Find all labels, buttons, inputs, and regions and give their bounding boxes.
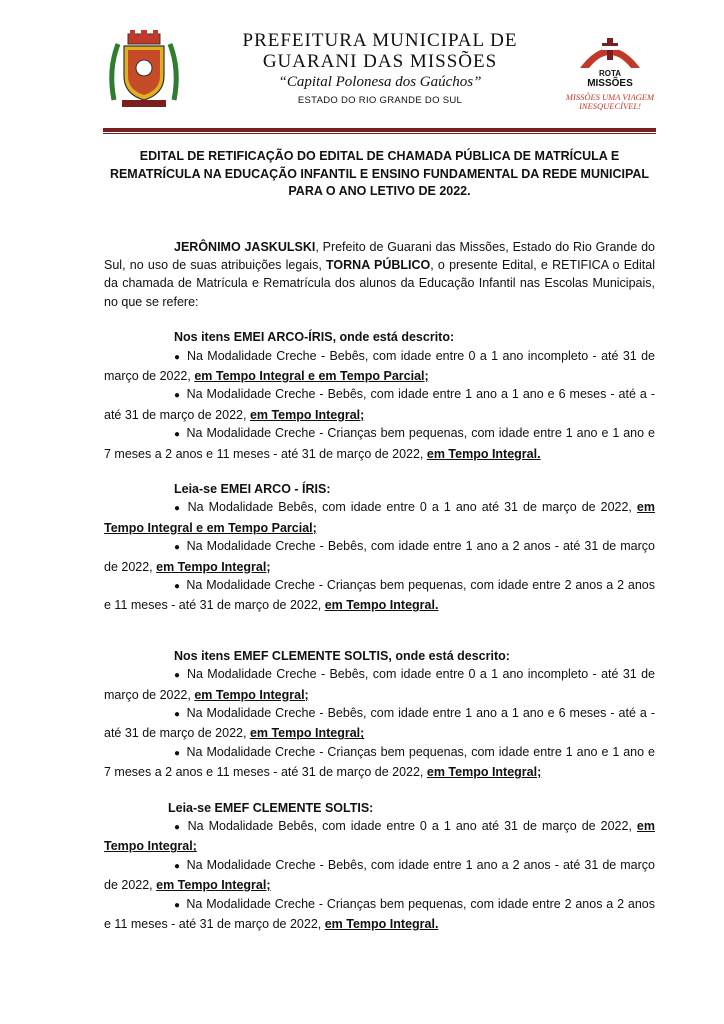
list-item-text: Na Modalidade Creche - Bebês, com idade entre 1 ano a 1 ano e 6 meses - até a - até 31 de março de 2022, (104, 706, 655, 741)
municipality-motto: “Capital Polonesa dos Gaúchos” (278, 74, 482, 90)
bullet-icon: ● (174, 542, 181, 554)
list-item-text: Na Modalidade Creche - Bebês, com idade entre 1 ano a 2 anos - até 31 de março de 2022, (104, 857, 656, 893)
list-item-text: Na Modalidade Creche - Crianças bem pequenas, com idade entre 1 ano e 1 ano e 7 meses a 2 anos e 11 meses - até 31 de março de 2022, (104, 426, 655, 461)
intro-paragraph (104, 238, 655, 312)
municipality-name: GUARANI DAS MISSÕES (262, 51, 498, 72)
list-item-emphasis: em Tempo Integral; (156, 559, 271, 574)
section-heading: Leia-se EMEF CLEMENTE SOLTIS: (168, 800, 374, 815)
list-item-emphasis: em Tempo Integral e em Tempo Parcial; (104, 500, 655, 535)
list-item-emphasis: em Tempo Integral; (249, 726, 365, 741)
bullet-icon: ● (174, 390, 181, 402)
list-item (104, 576, 655, 615)
list-item-emphasis: em Tempo Integral; (104, 819, 655, 854)
state-name: ESTADO DO RIO GRANDE DO SUL (297, 95, 463, 106)
bullet-icon: ● (174, 581, 181, 592)
bullet-icon: ● (174, 429, 181, 441)
bullet-icon: ● (174, 899, 181, 911)
bullet-icon: ● (174, 860, 181, 872)
municipal-coat-of-arms-icon (104, 30, 184, 110)
bullet-icon: ● (174, 747, 181, 759)
list-item (104, 385, 655, 424)
list-item (104, 743, 655, 782)
document-title: EDITAL DE RETIFICAÇÃO DO EDITAL DE CHAMADA PÚBLICA DE MATRÍCULA E REMATRÍCULA NA EDUCAÇÃO INFANTIL E ENSINO FUNDAMENTAL DA REDE MUNICIPAL PARA O ANO LETIVO DE 2022. (109, 149, 650, 198)
list-item-emphasis: em Tempo Integral. (426, 446, 541, 461)
mayor-name: JERÔNIMO JASKULSKI (174, 239, 316, 254)
list-item (104, 424, 655, 463)
bullet-icon: ● (174, 351, 181, 363)
rota-label: ROTA (598, 69, 622, 78)
list-item-emphasis: em Tempo Integral; (194, 687, 309, 702)
list-item-emphasis: em Tempo Integral e em Tempo Parcial; (194, 368, 429, 383)
intro-bold: TORNA PÚBLICO (326, 257, 431, 272)
list-item-text: Na Modalidade Bebês, com idade entre 0 a 1 ano até 31 de março de 2022, (187, 500, 637, 515)
list-item (104, 895, 655, 934)
section-heading: Nos itens EMEF CLEMENTE SOLTIS, onde está descrito: (174, 648, 510, 663)
list-item-text: Na Modalidade Bebês, com idade entre 0 a 1 ano até 31 de março de 2022, (187, 819, 637, 834)
list-item-emphasis: em Tempo Integral; (426, 765, 542, 780)
list-item-text: Na Modalidade Creche - Bebês, com idade entre 1 ano a 2 anos - até 31 de março de 2022, (104, 539, 656, 574)
list-item-emphasis: em Tempo Integral; (156, 878, 271, 893)
rota-missoes-logo-icon (575, 32, 645, 74)
list-item (104, 665, 655, 704)
list-item-text: Na Modalidade Creche - Crianças bem pequenas, com idade entre 2 anos a 2 anos e 11 meses - até 31 de março de 2022, (104, 896, 655, 932)
municipality-title: PREFEITURA MUNICIPAL DE (242, 30, 518, 51)
document-body (104, 148, 655, 934)
intro-text-1: , Prefeito de Guarani das Missões, Estado do Rio Grande do Sul, no uso de suas atribuições legais, (104, 239, 655, 272)
bullet-icon: ● (174, 503, 182, 515)
list-item (104, 347, 655, 386)
section-heading: Leia-se EMEI ARCO - ÍRIS: (174, 481, 331, 496)
list-item (104, 498, 655, 537)
rota-missoes-logo (560, 32, 660, 111)
section-heading: Nos itens EMEI ARCO-ÍRIS, onde está descrito: (174, 330, 455, 345)
list-item-text: Na Modalidade Creche - Bebês, com idade entre 0 a 1 ano incompleto - até 31 de março de 2022, (104, 667, 655, 702)
rota-tagline-2: INESQUECÍVEL! (579, 101, 641, 111)
list-item (104, 856, 655, 895)
bullet-icon: ● (174, 709, 181, 721)
list-item-text: Na Modalidade Creche - Bebês, com idade entre 0 a 1 ano incompleto - até 31 de março de 2022, (104, 348, 655, 383)
list-item-emphasis: em Tempo Integral; (249, 407, 365, 422)
list-item-text: Na Modalidade Creche - Crianças bem pequenas, com idade entre 2 anos a 2 anos e 11 meses - até 31 de março de 2022, (104, 578, 655, 613)
list-item-text: Na Modalidade Creche - Bebês, com idade entre 1 ano a 1 ano e 6 meses - até a - até 31 de março de 2022, (104, 387, 655, 422)
list-item-emphasis: em Tempo Integral. (324, 917, 439, 932)
list-item (104, 704, 655, 743)
intro-text-2: , o presente Edital, e RETIFICA o Edital da chamada de Matrícula e Rematrícula dos alunos da Educação Infantil nas Escolas Municipais, no que se refere: (104, 257, 655, 309)
list-item (104, 537, 655, 576)
rota-name: MISSÕES (587, 78, 633, 89)
header-divider-thin (103, 133, 656, 134)
list-item (104, 817, 655, 856)
bullet-icon: ● (174, 670, 181, 682)
header-divider (103, 128, 656, 132)
list-item-emphasis: em Tempo Integral. (324, 598, 439, 613)
list-item-text: Na Modalidade Creche - Crianças bem pequenas, com idade entre 1 ano e 1 ano e 7 meses a 2 anos e 11 meses - até 31 de março de 2022, (104, 744, 655, 780)
bullet-icon: ● (174, 822, 182, 834)
letterhead (0, 0, 724, 135)
rota-tagline-1: MISSÕES UMA VIAGEM (565, 92, 655, 102)
